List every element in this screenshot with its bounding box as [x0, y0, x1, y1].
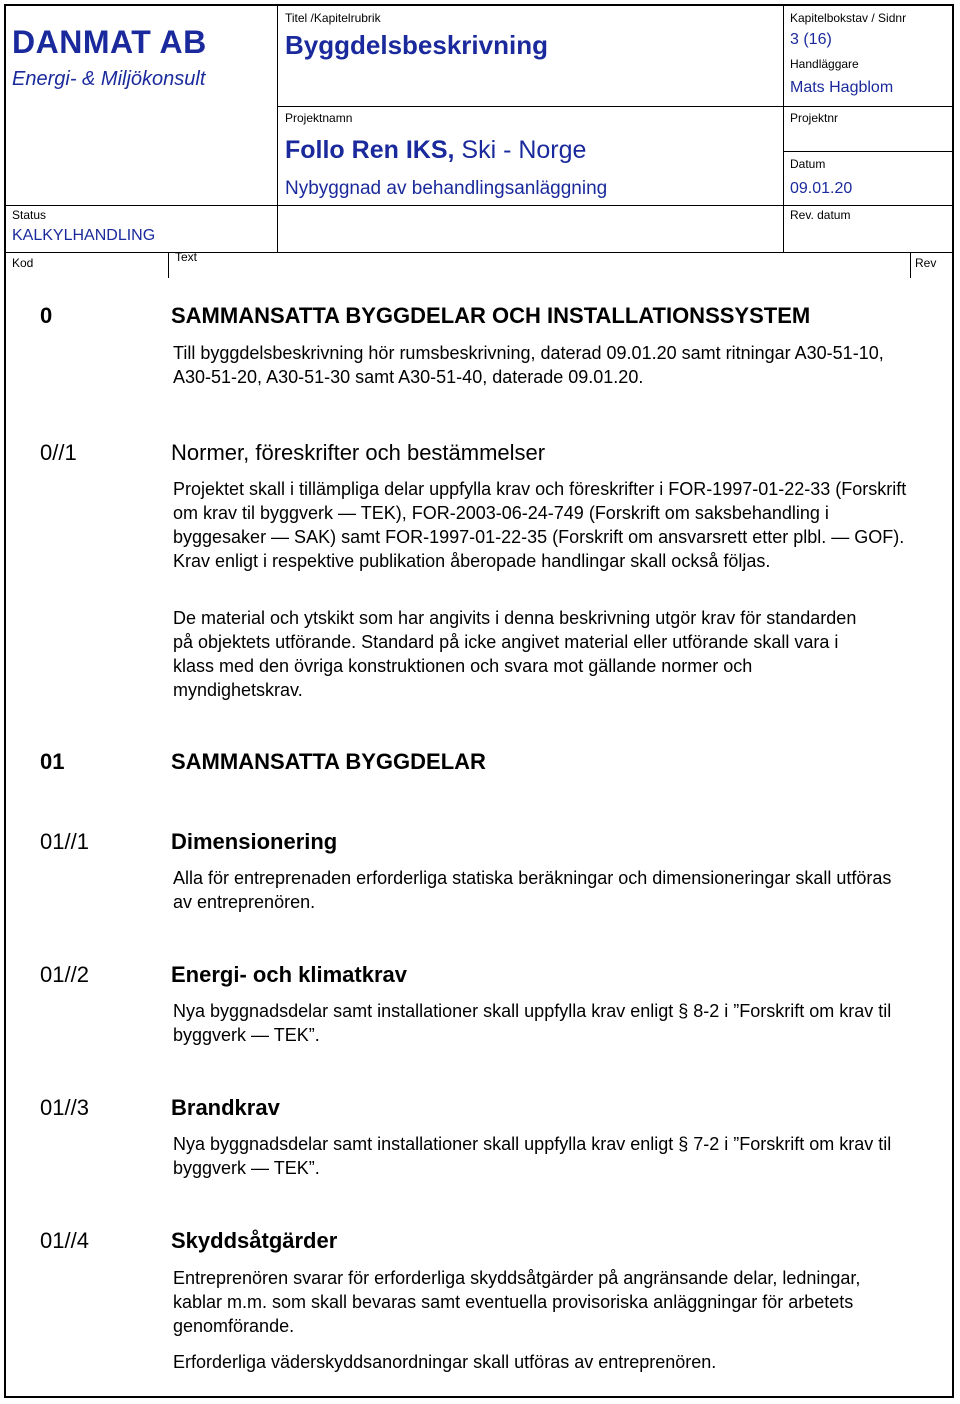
section-code: 01//4 — [40, 1228, 89, 1253]
kod-column-label: Kod — [12, 256, 34, 270]
header-rule-4 — [6, 205, 952, 206]
section-heading: SAMMANSATTA BYGGDELAR — [171, 749, 486, 774]
handler-name: Mats Hagblom — [790, 79, 894, 96]
project-number-label: Projektnr — [790, 111, 839, 125]
section-paragraph: Nya byggnadsdelar samt installationer skall uppfylla krav enligt § 8-2 i ”Forskrift om krav til byggverk — TEK”. — [173, 1001, 892, 1045]
section-code: 0//1 — [40, 440, 77, 465]
handler-label: Handläggare — [790, 57, 859, 71]
status-label: Status — [12, 208, 47, 222]
project-name — [285, 136, 586, 165]
document-title: Byggdelsbeskrivning — [285, 30, 548, 60]
section-paragraph: Nya byggnadsdelar samt installationer skall uppfylla krav enligt § 7-2 i ”Forskrift om krav til byggverk — TEK”. — [173, 1134, 892, 1178]
header-rule-1 — [277, 106, 783, 107]
section-paragraph: Erforderliga väderskyddsanordningar skall utföras av entreprenören. — [173, 1352, 717, 1372]
section-code: 01//3 — [40, 1095, 89, 1120]
header-divider-1 — [277, 6, 278, 252]
header-rule-3 — [783, 151, 952, 152]
document-date: 09.01.20 — [790, 180, 853, 197]
header-divider-2 — [783, 6, 784, 252]
section-paragraph: Projektet skall i tillämpliga delar uppfylla krav och föreskrifter i FOR-1997-01-22-33 (Forskrift om krav til byggverk — TEK), FOR-2003-06-24-749 (Forskrift om saksbehandling i byggesaker — SAK) samt FOR-1997-01-22-35 (Forskrift om ansvarsrett etter plbl. — GOF). Krav enligt i respektive publikation åberopade handlingar skall också följas. — [173, 479, 907, 571]
section-paragraph: Alla för entreprenaden erforderliga statiska beräkningar och dimensioneringar skall utföras av entreprenören. — [173, 868, 892, 912]
page-number: 3 (16) — [790, 31, 832, 48]
project-name-rest: Ski - Norge — [461, 136, 587, 164]
section-heading: Skyddsåtgärder — [171, 1228, 338, 1253]
status-value: KALKYLHANDLING — [12, 227, 156, 244]
column-divider-text — [168, 252, 169, 278]
company-subtitle: Energi- & Miljökonsult — [12, 68, 206, 90]
section-code: 01 — [40, 749, 65, 774]
section-heading: Brandkrav — [171, 1095, 280, 1120]
project-name-label: Projektnamn — [285, 111, 353, 125]
header-rule-2 — [783, 106, 952, 107]
title-label: Titel /Kapitelrubrik — [285, 11, 381, 25]
section-heading: Dimensionering — [171, 829, 338, 854]
text-column-label: Text — [175, 250, 198, 264]
chapter-label: Kapitelbokstav / Sidnr — [790, 11, 907, 25]
document-page — [4, 4, 954, 1398]
project-description: Nybyggnad av behandlingsanläggning — [285, 178, 608, 199]
section-paragraph: De material och ytskikt som har angivits i denna beskrivning utgör krav för standarden på objektets utförande. Standard på icke angivet material eller utförande skall vara i klass med den övriga konstruktionen och svara mot gällande normer och myndighetskrav. — [173, 608, 857, 700]
date-label: Datum — [790, 157, 826, 171]
section-heading: Energi- och klimatkrav — [171, 962, 407, 987]
section-heading: SAMMANSATTA BYGGDELAR OCH INSTALLATIONSSYSTEM — [171, 303, 811, 328]
revision-date-label: Rev. datum — [790, 208, 851, 222]
company-name: DANMAT AB — [12, 24, 207, 60]
section-code: 0 — [40, 303, 53, 328]
project-name-bold: Follo Ren IKS, — [285, 136, 455, 164]
section-paragraph: Till byggdelsbeskrivning hör rumsbeskrivning, daterad 09.01.20 samt ritningar A30-51-10, A30-51-20, A30-51-30 samt A30-51-40, daterade 09.01.20. — [173, 343, 884, 387]
section-paragraph: Entreprenören svarar för erforderliga skyddsåtgärder på angränsande delar, ledningar, kablar m.m. som skall bevaras samt eventuella provisoriska anläggningar för arbetets genomförande. — [173, 1268, 861, 1336]
rev-column-label: Rev — [915, 256, 937, 270]
section-heading: Normer, föreskrifter och bestämmelser — [171, 440, 546, 465]
header-rule-5 — [6, 252, 952, 253]
column-divider-rev — [910, 252, 911, 278]
section-code: 01//1 — [40, 829, 89, 854]
section-code: 01//2 — [40, 962, 89, 987]
